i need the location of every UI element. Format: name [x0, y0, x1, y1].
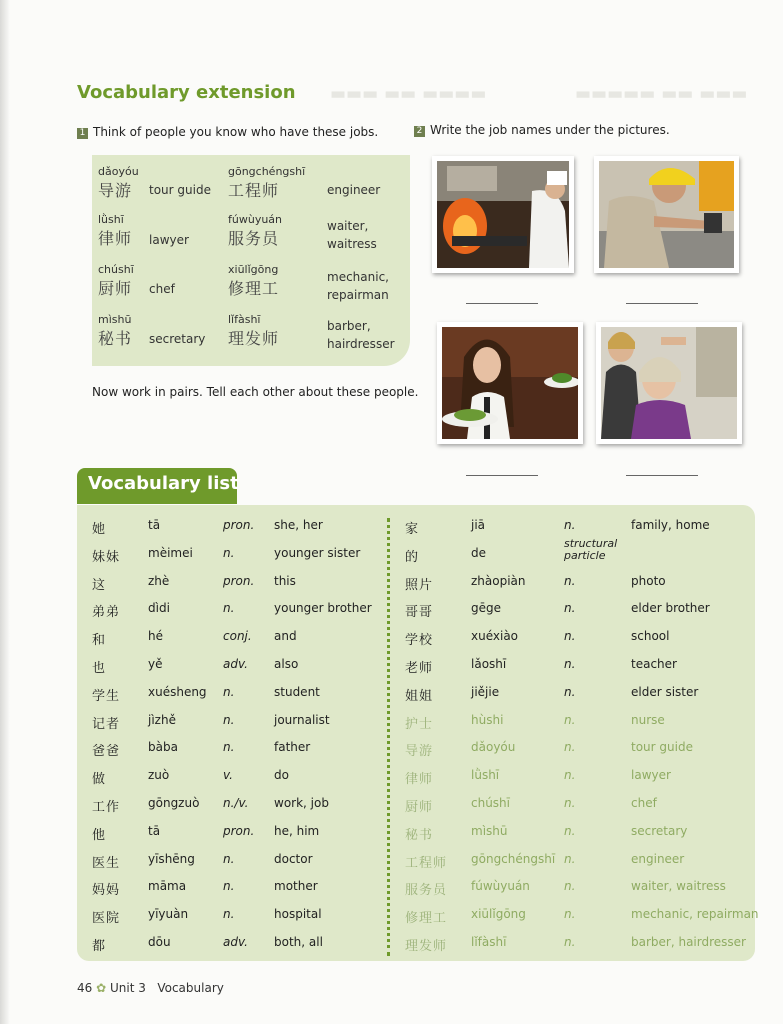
- vocab-english: waiter, waitress: [631, 879, 726, 893]
- vocab-english: younger sister: [274, 546, 361, 560]
- job-chinese: 修理工: [228, 279, 280, 298]
- vocab-english: school: [631, 629, 670, 643]
- vocab-english: teacher: [631, 657, 677, 671]
- vocab-chinese: 厨师: [405, 800, 434, 815]
- vocab-chinese: 她: [92, 522, 107, 537]
- vocab-pinyin: jiā: [471, 518, 486, 532]
- job-item: [98, 165, 139, 201]
- vocab-part-of-speech: conj.: [223, 629, 252, 643]
- vocab-part-of-speech: n.: [564, 518, 576, 532]
- vocab-english: chef: [631, 796, 657, 810]
- vocab-part-of-speech: n.: [564, 740, 576, 754]
- job-english: tour guide: [149, 183, 211, 197]
- vocab-chinese: 理发师: [405, 939, 448, 954]
- vocab-english: student: [274, 685, 320, 699]
- vocab-part-of-speech: n.: [564, 574, 576, 588]
- job-pinyin: mìshū: [98, 313, 132, 326]
- vocab-part-of-speech: n.: [564, 824, 576, 838]
- vocab-english: both, all: [274, 935, 323, 949]
- vocab-pinyin: dǎoyóu: [471, 740, 516, 754]
- vocab-chinese: 和: [92, 633, 107, 648]
- vocab-english: journalist: [274, 713, 330, 727]
- job-chinese: 理发师: [228, 329, 280, 348]
- vocab-pinyin: dìdi: [148, 601, 170, 615]
- vocab-english: and: [274, 629, 297, 643]
- task-2-text: Write the job names under the pictures.: [430, 123, 670, 137]
- page-gutter-shadow: [0, 0, 10, 1024]
- vocab-pinyin: fúwùyuán: [471, 879, 530, 893]
- answer-line[interactable]: [466, 475, 538, 476]
- job-chinese: 工程师: [228, 181, 280, 200]
- vocab-chinese: 做: [92, 772, 107, 787]
- vocab-part-of-speech: n.: [564, 935, 576, 949]
- vocab-english: engineer: [631, 852, 685, 866]
- vocab-english: mechanic, repairman: [631, 907, 759, 921]
- vocab-chinese: 姐姐: [405, 689, 434, 704]
- vocab-part-of-speech: n.: [564, 713, 576, 727]
- job-pinyin: chúshī: [98, 263, 134, 276]
- vocab-part-of-speech: n.: [223, 713, 235, 727]
- vocab-chinese: 记者: [92, 717, 121, 732]
- vocab-english: father: [274, 740, 311, 754]
- vocab-pinyin: yīyuàn: [148, 907, 189, 921]
- job-english: engineer: [327, 183, 381, 197]
- vocab-part-of-speech: n.: [223, 852, 235, 866]
- vocab-pinyin: xiūlǐgōng: [471, 907, 526, 921]
- job-chinese: 律师: [98, 229, 133, 248]
- vocab-english: work, job: [274, 796, 329, 810]
- vocab-pinyin: mìshū: [471, 824, 508, 838]
- vocab-english: hospital: [274, 907, 322, 921]
- vocab-part-of-speech: pron.: [223, 574, 255, 588]
- vocab-part-of-speech: n.: [223, 907, 235, 921]
- vocab-part-of-speech: n.: [564, 685, 576, 699]
- vocab-english: younger brother: [274, 601, 372, 615]
- answer-line[interactable]: [466, 303, 538, 304]
- vocab-part-of-speech: n.: [223, 879, 235, 893]
- answer-line[interactable]: [626, 475, 698, 476]
- vocab-english: he, him: [274, 824, 320, 838]
- vocab-chinese: 工作: [92, 800, 121, 815]
- photo-hairdresser: [596, 322, 742, 444]
- vocab-chinese: 家: [405, 522, 420, 537]
- job-english: secretary: [149, 332, 206, 346]
- vocab-chinese: 的: [405, 550, 420, 565]
- task-1-instruction: [77, 125, 378, 139]
- job-chinese: 厨师: [98, 279, 133, 298]
- job-vocabulary-box: [92, 155, 410, 366]
- job-item: [98, 313, 132, 349]
- vocab-chinese: 秘书: [405, 828, 434, 843]
- vocab-chinese: 这: [92, 578, 107, 593]
- job-pinyin: lǜshī: [98, 213, 124, 226]
- vocab-chinese: 老师: [405, 661, 434, 676]
- vocab-pinyin: xuéxiào: [471, 629, 519, 643]
- vocab-english: this: [274, 574, 296, 588]
- vocab-chinese: 妈妈: [92, 883, 121, 898]
- vocabulary-extension-title: Vocabulary extension: [77, 82, 296, 103]
- vocab-pinyin: gōngchéngshī: [471, 852, 556, 866]
- vocab-english: family, home: [631, 518, 710, 532]
- vocab-part-of-speech: pron.: [223, 518, 255, 532]
- vocab-pinyin: māma: [148, 879, 187, 893]
- vocab-english: elder brother: [631, 601, 710, 615]
- bleed-through-text: ▬▬▬ ▬▬ ▬▬▬▬: [330, 84, 487, 104]
- section-label: Vocabulary: [157, 981, 224, 995]
- pair-work-instruction: Now work in pairs. Tell each other about these people.: [92, 385, 419, 399]
- vocab-chinese: 都: [92, 939, 107, 954]
- vocab-english: also: [274, 657, 299, 671]
- vocab-english: do: [274, 768, 289, 782]
- job-item: [228, 213, 282, 249]
- vocab-pinyin: zuò: [148, 768, 170, 782]
- vocab-pinyin: dōu: [148, 935, 171, 949]
- vocab-chinese: 导游: [405, 744, 434, 759]
- vocab-pinyin: xuésheng: [148, 685, 207, 699]
- vocab-english: mother: [274, 879, 318, 893]
- vocab-chinese: 律师: [405, 772, 434, 787]
- vocab-pinyin: zhè: [148, 574, 170, 588]
- vocab-pinyin: yě: [148, 657, 163, 671]
- vocab-part-of-speech: n.: [564, 907, 576, 921]
- job-item: [98, 213, 132, 249]
- page-footer: [77, 981, 224, 995]
- vocab-pinyin: zhàopiàn: [471, 574, 526, 588]
- vocab-pinyin: bàba: [148, 740, 178, 754]
- vocab-pinyin: tā: [148, 518, 161, 532]
- job-english: mechanic, repairman: [327, 270, 389, 302]
- job-chinese: 服务员: [228, 229, 280, 248]
- job-pinyin: lǐfàshī: [228, 313, 261, 326]
- vocab-part-of-speech: n.: [223, 546, 235, 560]
- vocab-english: elder sister: [631, 685, 699, 699]
- vocab-pinyin: hé: [148, 629, 163, 643]
- vocab-pinyin: lǜshī: [471, 768, 500, 782]
- job-english: waiter, waitress: [327, 219, 377, 251]
- task-number-badge: 2: [414, 126, 425, 137]
- vocab-pinyin: mèimei: [148, 546, 193, 560]
- job-item: [228, 313, 279, 349]
- vocab-chinese: 学校: [405, 633, 434, 648]
- vocab-part-of-speech: adv.: [223, 657, 248, 671]
- vocab-pinyin: lǐfàshī: [471, 935, 507, 949]
- job-item: [98, 263, 134, 299]
- job-english: lawyer: [149, 233, 189, 247]
- vocab-chinese: 他: [92, 828, 107, 843]
- vocab-part-of-speech: n.: [564, 629, 576, 643]
- task-1-text: Think of people you know who have these jobs.: [93, 125, 379, 139]
- vocab-chinese: 爸爸: [92, 744, 121, 759]
- vocab-part-of-speech: n.: [564, 879, 576, 893]
- vocab-part-of-speech: n.: [223, 685, 235, 699]
- job-item: [228, 263, 279, 299]
- vocab-english: nurse: [631, 713, 665, 727]
- vocab-english: she, her: [274, 518, 323, 532]
- vocab-pinyin: de: [471, 546, 486, 560]
- vocab-pinyin: hùshi: [471, 713, 504, 727]
- vocab-chinese: 妹妹: [92, 550, 121, 565]
- vocab-part-of-speech: n.: [223, 601, 235, 615]
- vocab-part-of-speech: structural particle: [564, 537, 618, 562]
- vocab-chinese: 修理工: [405, 911, 448, 926]
- photo-waitress: [437, 322, 583, 444]
- vocab-chinese: 服务员: [405, 883, 448, 898]
- vocab-part-of-speech: n.: [564, 601, 576, 615]
- vocab-english: barber, hairdresser: [631, 935, 746, 949]
- vocab-english: doctor: [274, 852, 313, 866]
- vocab-part-of-speech: n.: [564, 657, 576, 671]
- vocab-chinese: 哥哥: [405, 605, 434, 620]
- vocab-chinese: 照片: [405, 578, 434, 593]
- job-pinyin: gōngchéngshī: [228, 165, 306, 178]
- job-english: barber, hairdresser: [327, 319, 395, 351]
- job-pinyin: dǎoyóu: [98, 165, 139, 178]
- vocabulary-list-title: Vocabulary list: [88, 473, 239, 494]
- vocab-part-of-speech: n.: [223, 740, 235, 754]
- task-2-instruction: [414, 123, 670, 137]
- vocab-pinyin: tā: [148, 824, 161, 838]
- task-number-badge: 1: [77, 128, 88, 139]
- column-divider: [387, 518, 390, 956]
- flower-icon: ✿: [96, 981, 107, 995]
- vocab-pinyin: chúshī: [471, 796, 510, 810]
- job-chinese: 导游: [98, 181, 133, 200]
- vocab-english: secretary: [631, 824, 688, 838]
- vocab-chinese: 护士: [405, 717, 434, 732]
- vocab-chinese: 医生: [92, 856, 121, 871]
- vocab-part-of-speech: n.: [564, 852, 576, 866]
- vocab-pinyin: jìzhě: [148, 713, 176, 727]
- job-pinyin: fúwùyuán: [228, 213, 283, 226]
- vocab-pinyin: jiějie: [471, 685, 500, 699]
- bleed-through-text: ▬▬▬▬▬ ▬▬ ▬▬▬: [575, 84, 748, 104]
- photo-chef: [432, 156, 574, 273]
- vocab-pinyin: gēge: [471, 601, 501, 615]
- job-chinese: 秘书: [98, 329, 133, 348]
- vocab-chinese: 工程师: [405, 856, 448, 871]
- photo-mechanic: [594, 156, 739, 273]
- vocab-part-of-speech: n./v.: [223, 796, 249, 810]
- vocab-part-of-speech: pron.: [223, 824, 255, 838]
- job-item: [228, 165, 305, 201]
- vocab-part-of-speech: n.: [564, 796, 576, 810]
- unit-label: Unit 3: [110, 981, 146, 995]
- vocab-chinese: 也: [92, 661, 107, 676]
- vocab-part-of-speech: n.: [564, 768, 576, 782]
- vocab-pinyin: yīshēng: [148, 852, 195, 866]
- vocab-pinyin: gōngzuò: [148, 796, 200, 810]
- vocab-chinese: 医院: [92, 911, 121, 926]
- job-english: chef: [149, 282, 175, 296]
- vocab-english: tour guide: [631, 740, 693, 754]
- vocab-pinyin: lǎoshī: [471, 657, 507, 671]
- job-pinyin: xiūlǐgōng: [228, 263, 279, 276]
- vocab-part-of-speech: v.: [223, 768, 233, 782]
- vocab-chinese: 弟弟: [92, 605, 121, 620]
- vocab-part-of-speech: adv.: [223, 935, 248, 949]
- answer-line[interactable]: [626, 303, 698, 304]
- page-number: 46: [77, 981, 93, 995]
- vocab-chinese: 学生: [92, 689, 121, 704]
- vocab-english: photo: [631, 574, 666, 588]
- vocab-english: lawyer: [631, 768, 671, 782]
